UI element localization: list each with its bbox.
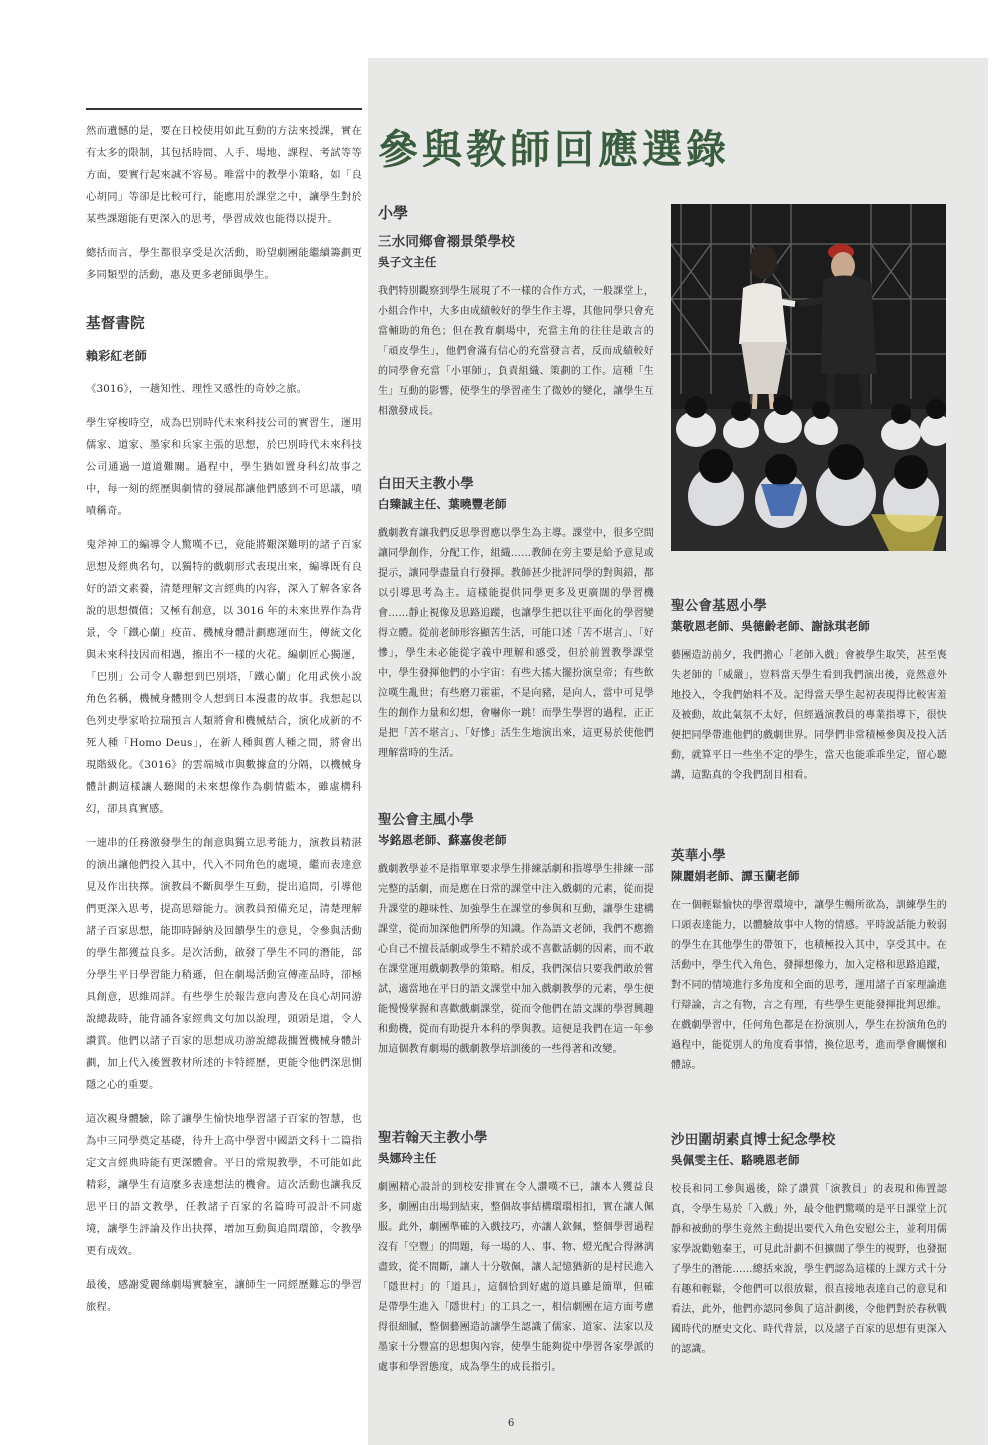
left-paragraph: 總括而言，學生都很享受是次活動，盼望劇團能繼續籌劃更多同類型的活動，惠及更多老師與學生。 <box>86 247 362 281</box>
school-text: 藝團造訪前夕，我們擔心「老師入戲」會被學生取笑，甚至喪失老師的「威嚴」，豈料當天學生看到我們演出後，竟然意外地投入，令我們始料不及。記得當天學生起初表現得比較害羞及被動，故此氣氛不太好，但經過演教員的專業指導下，很快便把同學帶進他們的戲劇世界。同學們非常積極參與及投入活動，就算平日一些坐不定的學生，當天也能乖乖坐定，留心聽講，這點真的令我們刮目相看。 <box>671 650 947 781</box>
school-text: 校長和同工參與過後，除了讚賞「演教員」的表現和佈置認真，令學生易於「入戲」外，最令他們驚嘆的是平日課堂上沉靜和被動的學生竟然主動提出要代入角色安慰公主，並利用儒家學說勸勉秦王，可見此計劃不但擴闊了學生的視野，也發掘了學生的潛能……總括來說，學生們認為這樣的上課方式十分有趣和輕鬆，令他們可以很放鬆，很直接地表達自己的意見和看法，此外，他們亦認同參與了這計劃後，令他們對於春秋戰國時代的歷史文化、時代背景，以及諸子百家的思想有更深入的認識。 <box>671 1184 947 1355</box>
left-paragraph: 然而遺憾的是，要在日校使用如此互動的方法來授課，實在有太多的限制，其包括時間、人手、場地、課程、考試等等方面，要實行起來誠不容易。唯當中的教學小策略，如「良心胡同」等卻是比較可行，能應用於課堂之中，讓學生對於某些課題能有更深入的思考，學習成效也能得以提升。 <box>86 125 362 225</box>
teacher-name: 吳佩雯主任、駱曉恩老師 <box>671 1153 800 1167</box>
teacher-name: 岑銘恩老師、蘇嘉俊老師 <box>378 833 507 847</box>
school-text: 在一個輕鬆愉快的學習環境中，讓學生暢所欲為，訓練學生的口頭表達能力，以體驗故事中人物的情感。平時說話能力較弱的學生在其他學生的帶領下，也積極投入其中，享受其中。在活動中，學生代入角色，發揮想像力，加入定格和思路追蹤，對不同的情境進行多角度和全面的思考，運用諸子百家理論進行辯論，言之有物，言之有理，有些學生更能發揮批判思維。在戲劇學習中，任何角色都是在扮演別人，學生在扮演角色的過程中，能從別人的角度看事情，換位思考，進而學會關懷和體諒。 <box>671 900 947 1071</box>
school-name: 三水同鄉會禤景榮學校 <box>378 234 515 250</box>
school-text: 我們特別觀察到學生展現了不一樣的合作方式，一般課堂上，小組合作中，大多由成績較好的學生作主導，其他同學只會充當輔助的角色；但在教育劇場中，充當主角的往往是敢言的「頑皮學生」，他們會滿有信心的充當發言者，反而成績較好的同學會充當「小軍師」，負責組織、策劃的工作。這種「生生」互動的影響，使學生的學習產生了微妙的變化，讓學生互相激發成長。 <box>378 286 654 417</box>
school-name: 聖公會基恩小學 <box>671 598 767 614</box>
section-heading: 小學 <box>378 204 409 222</box>
left-paragraph: 鬼斧神工的編導令人驚嘆不已，竟能將艱深難明的諸子百家思想及經典名句，以獨特的戲劇形式表現出來，編導既有良好的語文素養，清楚理解文言經典的內容，深入了解各家各說的思想價值；又極有創意，以 3016 年的未來世界作為背景，令「鐵心蘭」疫苗、機械身體計劃應運而生，傳統文化與未來科技因而相遇，擦出不一樣的火花。編劇匠心獨運，「巴別」公司令人聯想到巴別塔，「鐵心蘭」化用武俠小說角色名稱，機械身體則令人想到日本漫畫的故事。我想起以色列史學家哈拉瑞預言人類將會和機械結合，演化成新的不死人種「Homo Deus」，在新人種與舊人種之間，將會出現階級化。《3016》的雲端城市與數據盒的分隔，以機械身體計劃這樣讓人聽聞的未來想像作為劇情藍本，雖虛構科幻，卻具真實感。 <box>86 539 362 815</box>
school-name: 聖若翰天主教小學 <box>378 1130 488 1146</box>
left-school-heading <box>86 314 362 366</box>
photo-image <box>671 204 946 551</box>
school-block <box>378 474 654 764</box>
school-block <box>671 1130 947 1360</box>
school-block <box>378 232 654 422</box>
teacher-name: 吳娜玲主任 <box>378 1151 437 1165</box>
left-paragraph: 一連串的任務激發學生的創意與獨立思考能力，演教員精湛的演出讓他們投入其中，代入不同角色的處境，繼而表達意見及作出抉擇。演教員不斷與學生互動，提出追問，引導他們更深入思考，提高思辯能力。演教員預備充足，清楚理解諸子百家思想，能即時歸納及回饋學生的意見，令參與活動的學生都獲益良多。是次活動，啟發了學生不同的潛能，部分學生平日學習能力稍遜，但在劇場活動宣傳產品時，卻極具創意，思維周詳。有些學生於報告意向書及在良心胡同游說總裁時，能背誦各家經典文句加以說理，頭頭是道，令人讚賞。他們以諸子百家的思想成功游說總裁擱置機械身體計劃，加上代入後置教材所述的卡特經歷，更能令他們深思惻隱之心的重要。 <box>86 837 362 1091</box>
school-block <box>671 596 947 786</box>
left-paragraph: 《3016》，一趟知性、理性又感性的奇妙之旅。 <box>86 383 308 395</box>
left-paragraph: 最後，感謝愛麗絲劇場實驗室，讓師生一同經歷難忘的學習旅程。 <box>86 1279 362 1313</box>
school-name: 聖公會主風小學 <box>378 812 474 828</box>
school-text: 劇團精心設計的到校安排實在令人讚嘆不已，讓本人獲益良多，劇團由出場到結束，整個故事結構環環相扣，實在讓人佩服。此外，劇團準確的入戲技巧，亦讓人欽佩，整個學習過程沒有「空豐」的問題，每一場的人、事、物、燈光配合得淋漓盡致，從不間斷，讓人十分敬佩，讓人記憶猶新的是村民進入「隱世村」的「道具」，這個恰到好處的道具雖是簡單，但確是帶學生進入「隱世村」的工具之一，相信劇團在這方面考慮得很細膩，整個藝團造訪讓學生認識了儒家、道家、法家以及墨家十分豐富的思想與內容，使學生能夠從中學習各家學派的處事和學習態度，成為學生的成長指引。 <box>378 1182 654 1373</box>
school-name: 白田天主教小學 <box>378 476 474 492</box>
left-column <box>86 120 362 1330</box>
school-name: 英華小學 <box>671 848 726 864</box>
left-paragraph: 學生穿梭時空，成為巴別時代未來科技公司的實習生，運用儒家、道家、墨家和兵家主張的思想，於巴別時代未來科技公司通過一道道難關。過程中，學生猶如置身科幻故事之中，每一刻的經歷與劇情的發展都讓他們感到不可思議，嘖嘖稱奇。 <box>86 417 362 517</box>
school-block <box>378 810 654 1060</box>
school-name: 沙田圍胡素貞博士紀念學校 <box>671 1132 836 1148</box>
school-text: 戲劇教學並不是指單單要求學生排練話劇和指導學生排練一部完整的話劇，而是應在日常的課堂中注入戲劇的元素，從而提升課堂的趣味性、加強學生在課堂的參與和互動，讓學生建構課堂，從而加深他們所學的知識。作為語文老師，我們不應擔心自己不擅長話劇或學生不精於或不喜歡話劇的因素，而不敢在課堂運用戲劇教學的策略。相反，我們深信只要我們敢於嘗試，適當地在平日的語文課堂中加入戲劇教學的元素，學生便能慢慢掌握和喜歡戲劇課堂，從而令他們在語文課的學習興趣和動機，從而有助提升本科的學與教。這便是我們在這一年參加這個教育劇場的戲劇教學培訓後的一些得著和改變。 <box>378 864 654 1055</box>
left-paragraph: 這次親身體驗，除了讓學生愉快地學習諸子百家的智慧，也為中三同學奠定基礎，待升上高中學習中國語文科十二篇指定文言經典時能有更深體會。平日的常規教學，不可能如此精彩，讓學生有這麼多表達想法的機會。這次活動也讓我反思平日的語文教學，任教諸子百家的名篇時可設計不同處境，讓學生評論及作出抉擇，增加互動與追問環節，令教學更有成效。 <box>86 1113 362 1257</box>
teacher-name: 吳子文主任 <box>378 255 437 269</box>
teacher-name: 賴彩紅老師 <box>86 349 148 363</box>
teacher-name: 陳麗娟老師、譚玉蘭老師 <box>671 869 800 883</box>
school-block <box>378 1128 654 1378</box>
school-block <box>671 846 947 1076</box>
school-name: 基督書院 <box>86 315 145 332</box>
page-title: 參與教師回應選錄 <box>378 127 730 173</box>
teacher-name: 葉敬恩老師、吳德齡老師、謝詠琪老師 <box>671 619 870 633</box>
top-rule <box>86 108 362 110</box>
page-number: 6 <box>508 1418 515 1429</box>
teacher-name: 白臻誠主任、葉曉豐老師 <box>378 497 507 511</box>
school-text: 戲劇教育讓我們反思學習應以學生為主導。課堂中，很多空間讓同學創作，分配工作，組織……教師在旁主要是給予意見或提示，讓同學盡量自行發揮。教師甚少批評同學的對與錯，都以引導思考為主。這樣能提供同學更多及更廣闊的學習機會……靜止視像及思路追蹤，也讓學生把以往平面化的學習變得立體。從前老師形容顯苦生活，可能口述「苦不堪言」、「好慘」，學生未必能從字義中理解和感受，但於前置教學課堂中，學生發揮他們的小宇宙：有些大搖大擺扮演皇帝；有些飲泣嘆生亂世；有些磨刀霍霍，不是向豬，是向人，當中可見學生的創作力量和幻想，會嚇你一跳！而學生學習的過程，正正是把「苦不堪言」、「好慘」活生生地演出來，這更易於使他們理解當時的生活。 <box>378 528 654 759</box>
workshop-photo <box>671 204 946 551</box>
